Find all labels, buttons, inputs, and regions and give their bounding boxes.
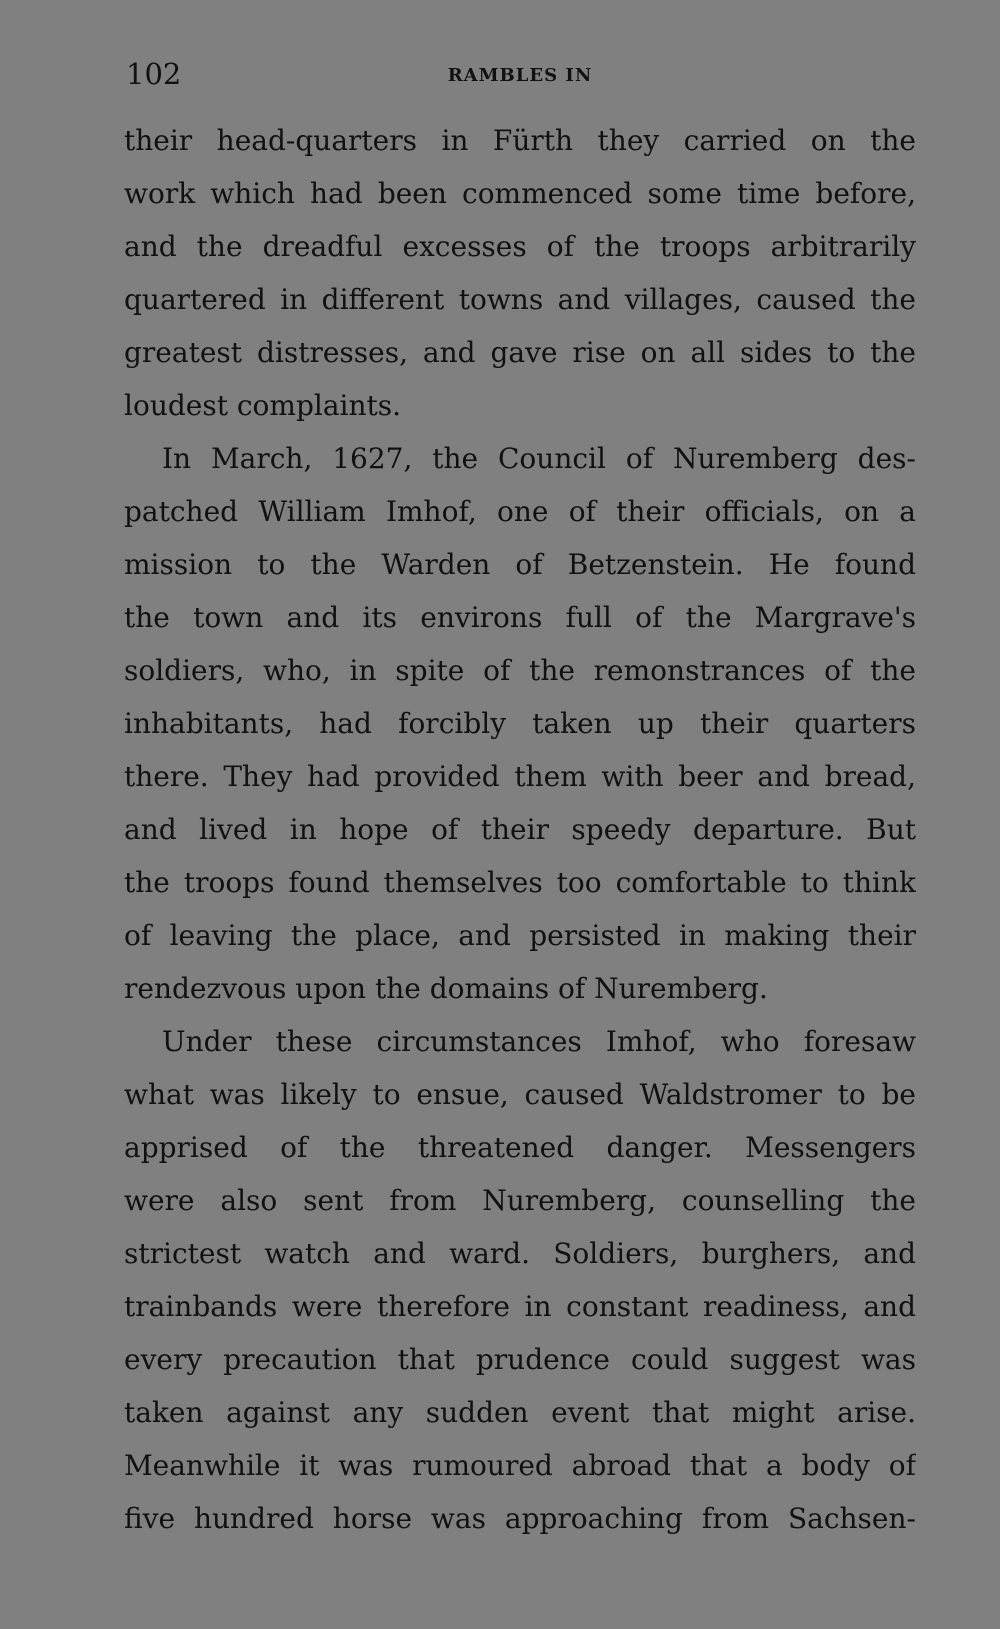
text-line: were also sent from Nuremberg, counselling the [124, 1184, 916, 1217]
text-line: apprised of the threatened danger. Messengers [124, 1131, 916, 1164]
text-line: In March, 1627, the Council of Nuremberg des- [162, 442, 916, 475]
page-number: 102 [126, 57, 182, 91]
text-line: loudest complaints. [124, 389, 402, 422]
text-line: strictest watch and ward. Soldiers, burghers, and [124, 1237, 916, 1270]
text-line: and lived in hope of their speedy departure. But [124, 813, 916, 846]
running-title: RAMBLES IN [447, 65, 593, 86]
body-text [124, 114, 916, 1545]
text-line: and the dreadful excesses of the troops arbitrarily [124, 230, 916, 263]
text-line: inhabitants, had forcibly taken up their quarters [124, 707, 916, 740]
text-line: five hundred horse was approaching from Sachsen- [124, 1502, 916, 1535]
text-line: mission to the Warden of Betzenstein. He found [124, 548, 916, 581]
text-line: rendezvous upon the domains of Nuremberg. [124, 972, 768, 1005]
paragraph [124, 432, 916, 1015]
text-line: taken against any sudden event that might arise. [124, 1396, 916, 1429]
text-line: greatest distresses, and gave rise on all sides to the [124, 336, 916, 369]
text-line: trainbands were therefore in constant readiness, and [124, 1290, 916, 1323]
paragraph [124, 1015, 916, 1545]
text-line: of leaving the place, and persisted in making their [124, 919, 916, 952]
paragraph [124, 114, 916, 432]
text-line: the troops found themselves too comfortable to think [124, 866, 916, 899]
text-line: what was likely to ensue, caused Waldstromer to be [124, 1078, 916, 1111]
text-line: there. They had provided them with beer and bread, [124, 760, 916, 793]
text-line: quartered in different towns and villages, caused the [124, 283, 916, 316]
text-line: their head-quarters in Fürth they carried on the [124, 124, 916, 157]
text-line: work which had been commenced some time before, [124, 177, 916, 210]
text-line: every precaution that prudence could suggest was [124, 1343, 916, 1376]
text-line: Under these circumstances Imhof, who foresaw [162, 1025, 916, 1058]
text-line: the town and its environs full of the Margrave's [124, 601, 916, 634]
text-line: patched William Imhof, one of their officials, on a [124, 495, 916, 528]
text-line: Meanwhile it was rumoured abroad that a body of [124, 1449, 916, 1482]
text-line: soldiers, who, in spite of the remonstrances of the [124, 654, 916, 687]
running-head [126, 54, 914, 94]
